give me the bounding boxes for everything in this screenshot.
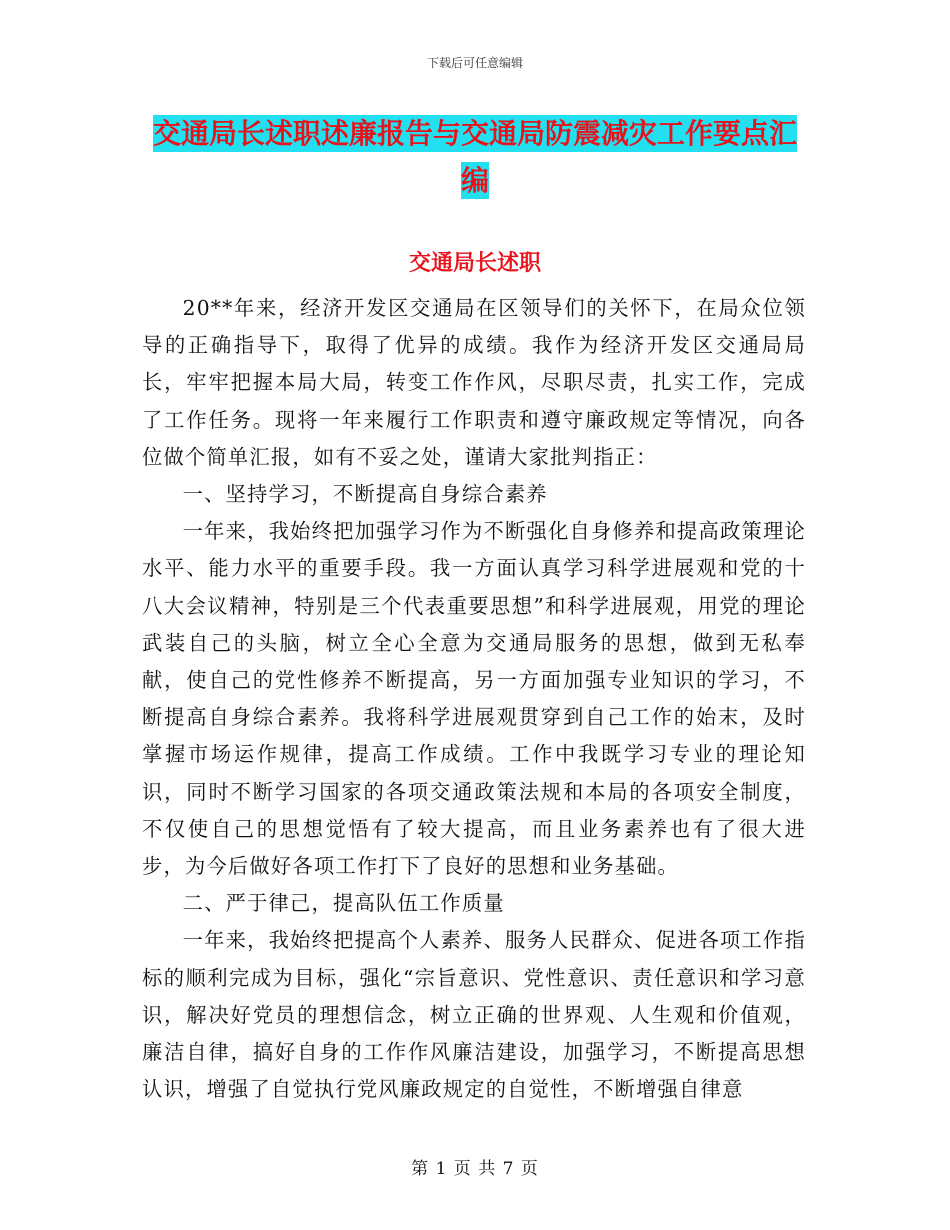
document-title-text: 交通局长述职述廉报告与交通局防震减灾工作要点汇编	[152, 117, 797, 197]
document-title	[140, 110, 810, 204]
document-body	[142, 290, 806, 1108]
page-number-footer: 第 1 页 共 7 页	[411, 1159, 539, 1179]
header-note: 下载后可任意编辑	[426, 56, 523, 70]
section-title: 交通局长述职	[408, 251, 541, 276]
paragraph-discipline: 一年来，我始终把提高个人素养、服务人民群众、促进各项工作指标的顺利完成为目标，强化“宗旨意识、党性意识、责任意识和学习意识，解决好党员的理想信念，树立正确的世界观、人生观和价值观，廉洁自律，搞好自身的工作作风廉洁建设，加强学习，不断提高思想认识，增强了自觉执行党风廉政规定的自觉性，不断增强自律意	[142, 928, 806, 1102]
paragraph-heading-2: 二、严于律己，提高队伍工作质量	[182, 891, 505, 916]
paragraph-heading-1: 一、坚持学习，不断提高自身综合素养	[182, 482, 548, 507]
paragraph-intro: 20**年来，经济开发区交通局在区领导们的关怀下，在局众位领导的正确指导下，取得了优异的成绩。我作为经济开发区交通局局长，牢牢把握本局大局，转变工作作风，尽职尽责，扎实工作，完成了工作任务。现将一年来履行工作职责和遵守廉政规定等情况，向各位做个简单汇报，如有不妥之处，谨请大家批判指正：	[142, 296, 806, 469]
paragraph-study: 一年来，我始终把加强学习作为不断强化自身修养和提高政策理论水平、能力水平的重要手段。我一方面认真学习科学进展观和党的十八大会议精神，特别是三个代表重要思想”和科学进展观，用党的理论武装自己的头脑，树立全心全意为交通局服务的思想，做到无私奉献，使自己的党性修养不断提高，另一方面加强专业知识的学习，不断提高自身综合素养。我将科学进展观贯穿到自己工作的始末，及时掌握市场运作规律，提高工作成绩。工作中我既学习专业的理论知识，同时不断学习国家的各项交通政策法规和本局的各项安全制度，不仅使自己的思想觉悟有了较大提高，而且业务素养也有了很大进步，为今后做好各项工作打下了良好的思想和业务基础。	[142, 519, 806, 879]
